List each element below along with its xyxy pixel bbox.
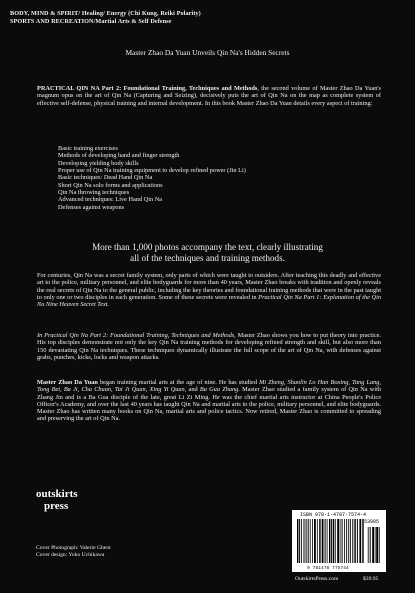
bio-text: and — [186, 386, 200, 394]
category-line-1: BODY, MIND & SPIRIT/ Healing/ Energy (Chi Kung, Reiki Polarity) — [10, 10, 201, 17]
barcode-bar — [376, 527, 378, 563]
barcode-bar — [362, 519, 363, 563]
practice-book-title: In Practical Qin Na Part 2: Foundational Training, Techniques and Methods, — [37, 332, 236, 339]
barcode-bar — [304, 519, 305, 563]
author-name: Master Zhao Da Yuan — [37, 379, 98, 386]
barcode-bar — [340, 519, 341, 563]
barcode-bar — [346, 519, 347, 563]
photo-note-line-2: all of the techniques and training methods. — [130, 252, 285, 263]
barcode-bar — [306, 519, 307, 563]
barcode-bar — [354, 519, 355, 563]
practice-text: Master Zhao shows you how to put theory into practice. His top disciples demonstrate not only the key Qin Na training methods for developing refined strength and skill, but also more than 150 devastating Qin Na techniques. These techniques dynamically illustrate the full scope of the art of Qin Na, with defenses against grabs, punches, kicks, locks and weapon attacks. — [37, 332, 382, 361]
barcode-bar — [331, 519, 332, 563]
barcode-bar — [317, 519, 318, 563]
intro-book-title: PRACTICAL QIN NA Part 2: Foundational Training, Techniques and Methods — [37, 85, 258, 92]
photo-note — [0, 242, 415, 263]
barcode-addon-number: 53995 — [364, 519, 380, 525]
intro-text: , the second volume of Master Zhao Da Yuan's magnum opus on the art of Qin Na (Capturing and Seizing), decisively puts the art of Qin Na on the map as complete system of effective self-defense, physical training and internal development. In this book Master Zhao Da Yuan details every aspect of training: — [37, 85, 381, 107]
bio-styles: Mi Zheng, Shaolin Lo Han Boxing, Tang Lang, Tong Bei, Ba Ji, Cha Chuan, Tai Ji Quan, Xing Yi Quan, — [37, 379, 381, 394]
history-book-reference: Practical Qin Na Part 1: Explanation of the Qin Na Nine Heaven Secret Text. — [37, 293, 382, 309]
isbn-label: ISBN 978-1-4787-7574-4 — [300, 512, 367, 518]
barcode-bar — [329, 519, 330, 563]
barcode-bar — [342, 519, 343, 563]
barcode-bar — [359, 519, 361, 563]
barcode-bar — [333, 519, 334, 563]
barcode-graphic — [296, 519, 384, 565]
barcode-bar — [297, 519, 298, 563]
barcode-bar — [372, 527, 374, 563]
training-item: Proper use of Qin Na training equipment to develop refined power (Jin Li) — [58, 167, 246, 175]
barcode-bar — [379, 527, 380, 563]
barcode-number: 9 781478 775744 — [307, 566, 349, 571]
barcode-bar — [335, 519, 336, 563]
training-item: Methods of developing hand and finger strength — [58, 152, 180, 160]
barcode-bar — [312, 519, 313, 563]
history-text: For centuries, Qin Na was a secret family system, only parts of which were taught to outsiders. After teaching this deadly and effective art to the police, military personnel, and elite bodyguards for more than 40 years, Master Zhao breaks with tradition and openly reveals the real secrets of Qin Na to the general public, including the key theories and foundational training methods that were in the past taught to only one or two disciples in each generation. Some of these secrets were revealed in — [37, 272, 381, 301]
price: $39.95 — [363, 576, 379, 582]
training-item: Basic techniques: Dead Hand Qin Na — [58, 174, 153, 182]
barcode-bar — [325, 519, 326, 563]
barcode-bar — [352, 519, 353, 563]
cover-credits — [36, 545, 111, 559]
bio-style-last: Ba Gua Zhang. — [199, 386, 240, 394]
barcode-bar — [301, 519, 302, 563]
barcode-bar — [310, 519, 311, 563]
barcode-bar — [375, 527, 376, 563]
design-credit: Cover design: Yoko Uchikawa — [36, 552, 105, 558]
training-item: Basic training exercises — [58, 145, 118, 152]
photo-credit: Cover Photograph: Valerie Ghent — [36, 545, 111, 551]
publisher-logo-line-1: outskirts — [36, 488, 78, 500]
bio-text: began training martial arts at the age of nine. He has studied — [97, 379, 260, 386]
publisher-logo — [36, 487, 80, 513]
barcode-bar — [308, 519, 309, 563]
barcode-bar — [370, 527, 371, 563]
barcode-bar — [319, 519, 320, 563]
training-item: Qin Na throwing techniques — [58, 189, 130, 197]
history-paragraph — [37, 272, 381, 308]
barcode-bar — [357, 519, 358, 563]
publisher-logo-line-2: press — [44, 500, 69, 512]
publisher-website: OutskirtsPress.com — [295, 576, 339, 582]
subject-categories — [10, 10, 201, 26]
barcode-bar — [348, 519, 349, 563]
barcode-bar — [337, 519, 339, 563]
category-line-2: SPORTS AND RECREATION/Martial Arts & Self Defense — [10, 18, 172, 25]
barcode-bar — [314, 519, 316, 563]
headline: Master Zhao Da Yuan Unveils Qin Na's Hidden Secrets — [125, 48, 290, 57]
bio-text: Master Zhao studied a family system of Qin Na with Zhang Jin and is a Ba Gua disciple of the late, great Li Zi Ming. He was the chief martial arts instructor at China People's Police Officer's Academy, and over the last 40 years has taught Qin Na and martial arts to the police, military personnel, and elite bodyguards. Master Zhao has written many books on Qin Na, martial arts and police tactics. Now retired, Master Zhao is committed to spreading and preserving the art of Qin Na. — [37, 386, 381, 423]
author-bio — [37, 379, 381, 423]
training-item: Developing yielding body skills — [58, 159, 139, 167]
practice-paragraph — [37, 332, 381, 361]
barcode-bar — [327, 519, 328, 563]
barcode-bar — [350, 519, 351, 563]
barcode-bar — [368, 527, 369, 563]
training-list — [58, 145, 246, 211]
barcode-bar — [322, 519, 324, 563]
training-item: Advanced techniques: Live Hand Qin Na — [58, 196, 163, 204]
training-item: Defenses against weapons — [58, 203, 125, 211]
barcode-bar — [299, 519, 300, 563]
intro-paragraph — [37, 85, 381, 107]
barcode-bar — [344, 519, 345, 563]
training-item: Short Qin Na solo forms and applications — [58, 181, 163, 189]
photo-note-line-1: More than 1,000 photos accompany the text, clearly illustrating — [92, 242, 323, 252]
